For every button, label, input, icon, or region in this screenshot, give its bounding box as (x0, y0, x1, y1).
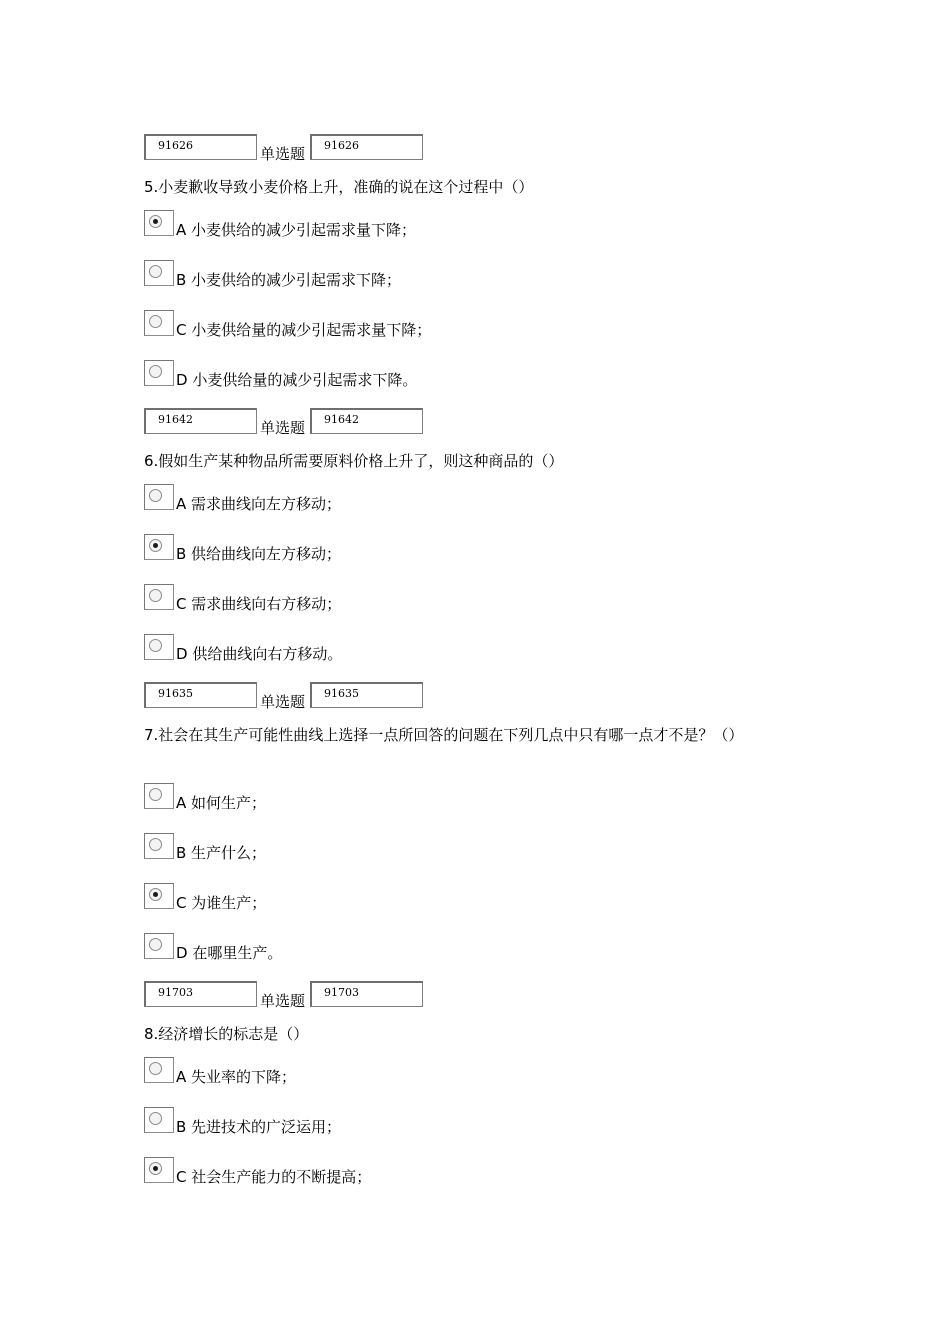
radio-dot-icon (153, 219, 158, 224)
option-row[interactable] (144, 1057, 844, 1087)
question-id-field[interactable]: 91703 (310, 981, 423, 1007)
radio-button[interactable] (149, 589, 162, 602)
radio-frame (144, 933, 174, 959)
option-row[interactable] (144, 1157, 844, 1187)
option-label: B 生产什么； (176, 844, 267, 862)
question-text: 8.经济增长的标志是（） (144, 1025, 309, 1043)
radio-frame (144, 634, 174, 660)
radio-button[interactable] (149, 938, 162, 951)
option-row[interactable] (144, 360, 844, 390)
option-label: A 如何生产； (176, 794, 267, 812)
radio-button[interactable] (149, 315, 162, 328)
option-label: C 社会生产能力的不断提高； (176, 1168, 372, 1186)
question-meta-row (144, 981, 434, 1009)
radio-button[interactable] (149, 1062, 162, 1075)
option-label: A 小麦供给的减少引起需求量下降； (176, 221, 417, 239)
option-label: A 失业率的下降； (176, 1068, 297, 1086)
option-row[interactable] (144, 484, 844, 514)
option-row[interactable] (144, 833, 844, 863)
option-row[interactable] (144, 260, 844, 290)
question-meta-row (144, 408, 434, 436)
question-text: 6.假如生产某种物品所需要原料价格上升了，则这种商品的（） (144, 452, 564, 470)
radio-button[interactable] (149, 489, 162, 502)
option-row[interactable] (144, 584, 844, 614)
option-row[interactable] (144, 933, 844, 963)
radio-dot-icon (153, 543, 158, 548)
option-label: D 供给曲线向右方移动。 (176, 645, 343, 663)
option-label: B 先进技术的广泛运用； (176, 1118, 342, 1136)
option-row[interactable] (144, 210, 844, 240)
radio-frame (144, 883, 174, 909)
radio-dot-icon (153, 1166, 158, 1171)
radio-dot-icon (153, 892, 158, 897)
question-type-label: 单选题 (260, 419, 306, 437)
option-label: B 小麦供给的减少引起需求下降； (176, 271, 402, 289)
radio-frame (144, 1107, 174, 1133)
radio-frame (144, 210, 174, 236)
question-text: 7.社会在其生产可能性曲线上选择一点所回答的问题在下列几点中只有哪一点才不是？（） (144, 726, 744, 744)
radio-button[interactable] (149, 838, 162, 851)
radio-button[interactable] (149, 639, 162, 652)
radio-button[interactable] (149, 888, 162, 901)
option-row[interactable] (144, 310, 844, 340)
option-row[interactable] (144, 783, 844, 813)
question-meta-row (144, 682, 434, 710)
question-id-field[interactable]: 91626 (144, 134, 257, 160)
radio-frame (144, 584, 174, 610)
question-type-label: 单选题 (260, 145, 306, 163)
option-label: C 需求曲线向右方移动； (176, 595, 342, 613)
radio-button[interactable] (149, 788, 162, 801)
option-label: C 为谁生产； (176, 894, 267, 912)
radio-frame (144, 260, 174, 286)
option-label: B 供给曲线向左方移动； (176, 545, 342, 563)
radio-frame (144, 1057, 174, 1083)
question-type-label: 单选题 (260, 992, 306, 1010)
radio-frame (144, 833, 174, 859)
question-type-label: 单选题 (260, 693, 306, 711)
option-label: A 需求曲线向左方移动； (176, 495, 342, 513)
question-id-field[interactable]: 91642 (144, 408, 257, 434)
radio-button[interactable] (149, 1112, 162, 1125)
option-row[interactable] (144, 1107, 844, 1137)
radio-frame (144, 360, 174, 386)
question-text: 5.小麦歉收导致小麦价格上升，准确的说在这个过程中（） (144, 178, 534, 196)
radio-frame (144, 484, 174, 510)
question-meta-row (144, 134, 434, 162)
radio-button[interactable] (149, 265, 162, 278)
option-row[interactable] (144, 883, 844, 913)
option-label: C 小麦供给量的减少引起需求量下降； (176, 321, 432, 339)
question-id-field[interactable]: 91635 (310, 682, 423, 708)
radio-frame (144, 534, 174, 560)
radio-button[interactable] (149, 365, 162, 378)
question-id-field[interactable]: 91703 (144, 981, 257, 1007)
question-id-field[interactable]: 91642 (310, 408, 423, 434)
radio-frame (144, 1157, 174, 1183)
radio-button[interactable] (149, 215, 162, 228)
question-id-field[interactable]: 91626 (310, 134, 423, 160)
option-row[interactable] (144, 634, 844, 664)
radio-button[interactable] (149, 1162, 162, 1175)
radio-button[interactable] (149, 539, 162, 552)
option-label: D 在哪里生产。 (176, 944, 283, 962)
question-id-field[interactable]: 91635 (144, 682, 257, 708)
option-row[interactable] (144, 534, 844, 564)
radio-frame (144, 783, 174, 809)
option-label: D 小麦供给量的减少引起需求下降。 (176, 371, 418, 389)
radio-frame (144, 310, 174, 336)
